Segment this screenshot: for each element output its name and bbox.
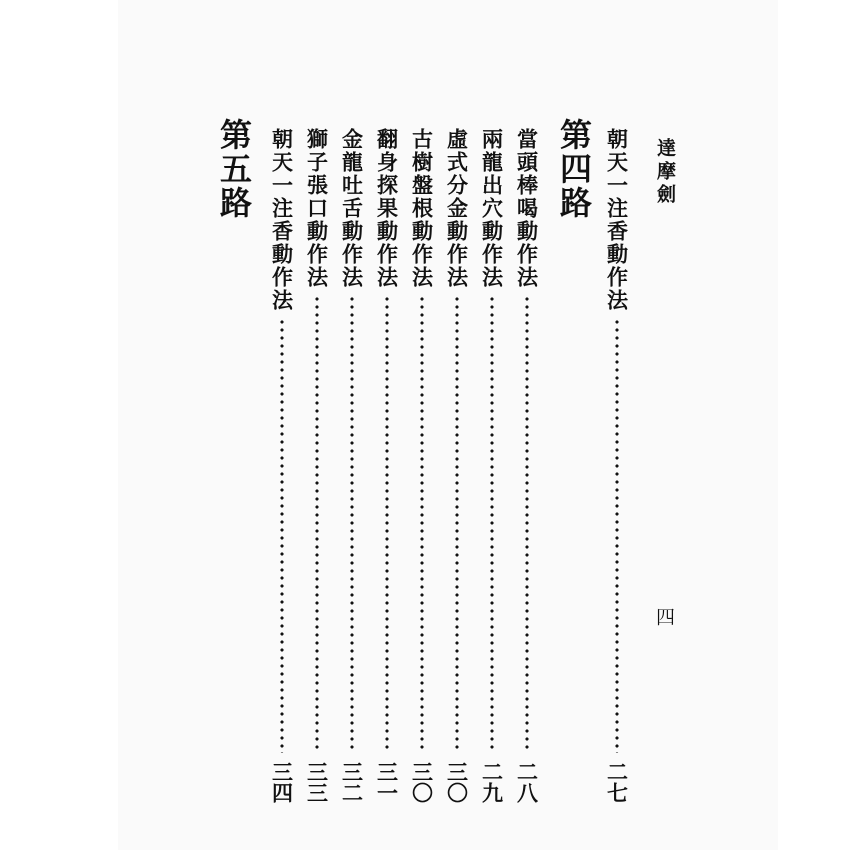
toc-entry-title: 虛式分金動作法 — [444, 128, 470, 289]
section-heading: 第五路 — [215, 118, 253, 220]
dot-leader — [420, 295, 424, 753]
toc-entry — [267, 128, 297, 803]
toc-entry-title: 兩龍出穴動作法 — [479, 128, 505, 289]
page-number: 四 — [653, 607, 675, 626]
toc-entry — [302, 128, 332, 803]
toc-entry-page: 三二 — [339, 761, 365, 803]
toc-entry-page: 三三 — [304, 761, 330, 803]
toc-entry-title: 金龍吐舌動作法 — [339, 128, 365, 289]
toc-entry — [602, 128, 632, 803]
toc-entry-title: 朝天一注香動作法 — [269, 128, 295, 312]
dot-leader — [350, 295, 354, 753]
book-title: 達摩劍 — [654, 138, 676, 207]
dot-leader — [615, 318, 619, 753]
dot-leader — [280, 318, 284, 753]
toc-entry — [442, 128, 472, 803]
toc-entry-page: 三一 — [374, 761, 400, 803]
toc-entry-page: 二九 — [479, 761, 505, 803]
toc-entry-page: 三〇 — [409, 761, 435, 803]
toc-entry-title: 古樹盤根動作法 — [409, 128, 435, 289]
toc-entry — [477, 128, 507, 803]
toc-entry-title: 獅子張口動作法 — [304, 128, 330, 289]
toc-entry-page: 三〇 — [444, 761, 470, 803]
toc-entry-page: 二八 — [514, 761, 540, 803]
dot-leader — [455, 295, 459, 753]
toc-entry — [512, 128, 542, 803]
toc-entry-title: 翻身探果動作法 — [374, 128, 400, 289]
dot-leader — [385, 295, 389, 753]
dot-leader — [315, 295, 319, 753]
toc-entry-title: 朝天一注香動作法 — [604, 128, 630, 312]
toc-entry-title: 當頭棒喝動作法 — [514, 128, 540, 289]
toc-entry-page: 二七 — [604, 761, 630, 803]
toc-entry — [407, 128, 437, 803]
section-heading: 第四路 — [555, 118, 593, 220]
toc-entry — [372, 128, 402, 803]
dot-leader — [525, 295, 529, 753]
toc-entry-page: 三四 — [269, 761, 295, 803]
toc-entry — [337, 128, 367, 803]
dot-leader — [490, 295, 494, 753]
